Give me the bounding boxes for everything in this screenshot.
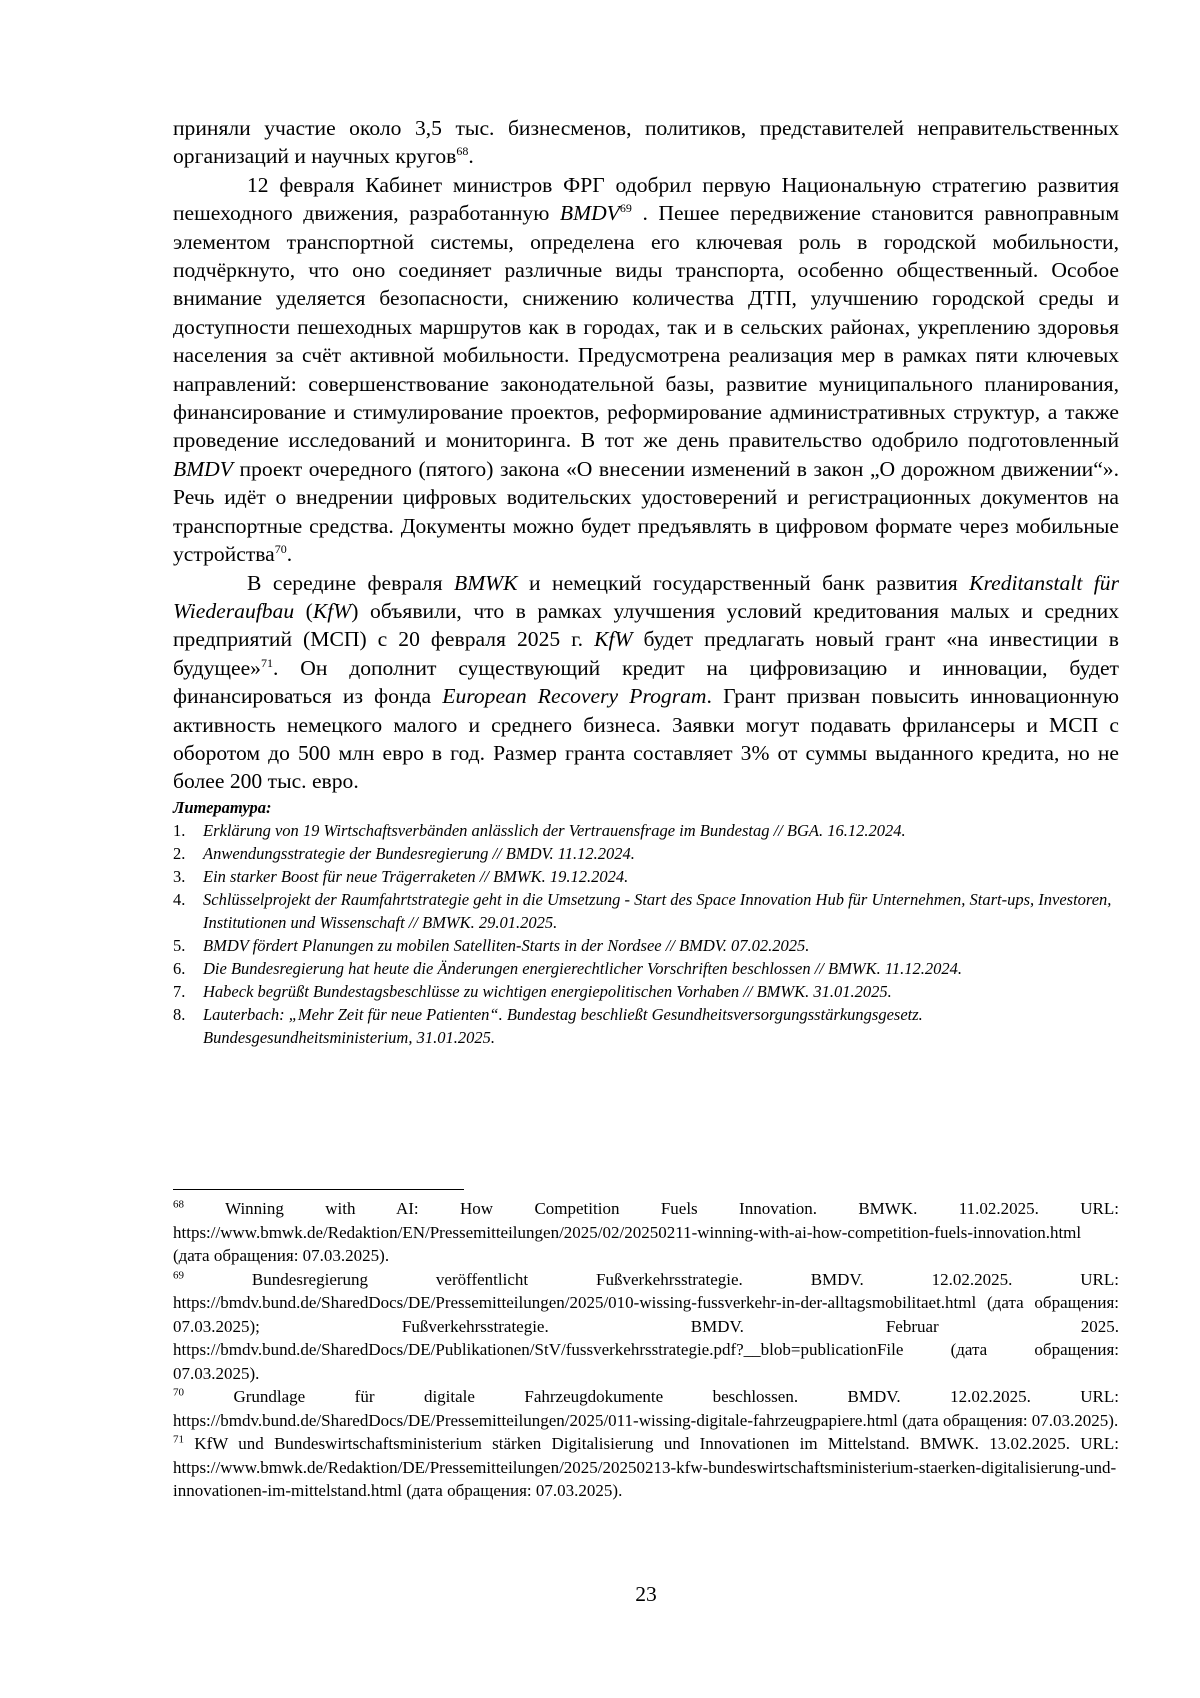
list-item: 5. BMDV fördert Planungen zu mobilen Satelliten-Starts in der Nordsee // BMDV. 07.02.2025. — [173, 935, 810, 955]
list-item: 1. Erklärung von 19 Wirtschaftsverbänden anlässlich der Vertrauensfrage im Bundestag // BGA. 16.12.2024. — [173, 820, 906, 840]
footnote-71: $^{71}$ KfW und Bundeswirtschaftsministerium stärken Digitalisierung und Innovationen im Mittelstand. BMWK. 13.02.2025. URL: https://www.bmwk.de/Redaktion/DE/Pressemitteilungen/2025/20250213-kfw-bundeswirtschaftsministerium-staerken-digitalisierung-und-innovationen-im-mittelstand.html (дата обращения: 07.03.2025). — [173, 1433, 1119, 1500]
list-item: 4. Schlüsselprojekt der Raumfahrtstrategie geht in die Umsetzung - Start des Space Innovation Hub für Unternehmen, Start-ups, Investoren, Institutionen und Wissenschaft // BMWK. 29.01.2025. — [173, 889, 1112, 932]
list-item: 2. Anwendungsstrategie der Bundesregierung // BMDV. 11.12.2024. — [173, 843, 635, 863]
list-item: 3. Ein starker Boost für neue Trägerraketen // BMWK. 19.12.2024. — [173, 866, 629, 886]
literature-list — [173, 819, 1119, 1049]
footnote-ref-70[interactable]: 70 — [274, 541, 287, 556]
main-text — [173, 114, 1119, 1049]
list-item: 6. Die Bundesregierung hat heute die Änderungen energierechtlicher Vorschriften beschlossen // BMWK. 11.12.2024. — [173, 958, 962, 978]
footnote-69: $^{69}$ Bundesregierung veröffentlicht Fußverkehrsstrategie. BMDV. 12.02.2025. URL: https://bmdv.bund.de/SharedDocs/DE/Pressemitteilungen/2025/010-wissing-fussverkehr-in-der-alltagsmobilitaet.html (дата обращения: 07.03.2025); Fußverkehrsstrategie. BMDV. Februar 2025. https://bmdv.bund.de/SharedDocs/DE/Publikationen/StV/fussverkehrsstrategie.pdf?__blob=publicationFile (дата обращения: 07.03.2025). — [173, 1268, 1119, 1383]
list-item: 7. Habeck begrüßt Bundestagsbeschlüsse zu wichtigen energiepolitischen Vorhaben // BMWK. 31.01.2025. — [173, 981, 892, 1001]
paragraph-2: 12 февраля Кабинет министров ФРГ одобрил первую Национальную стратегию развития пешеходного движения, разработанную BMDV$^{69}$ . Пешее передвижение становится равноправным элементом транспортной системы, определена его ключевая роль в городской мобильности, подчёркнуто, что оно соединяет различные виды транспорта, особенно общественный. Особое внимание уделяется безопасности, снижению количества ДТП, улучшению городской среды и доступности пешеходных маршрутов как в городах, так и в сельских районах, укреплению здоровья населения за счёт активной мобильности. Предусмотрена реализация мер в рамках пяти ключевых направлений: совершенствование законодательной базы, развитие муниципального планирования, финансирование и стимулирование проектов, реформирование административных структур, а также проведение исследований и мониторинга. В тот же день правительство одобрило подготовленный BMDV проект очередного (пятого) закона «О внесении изменений в закон „О дорожном движении“». Речь идёт о внедрении цифровых водительских удостоверений и регистрационных документов на транспортные средства. Документы можно будет предъявлять в цифровом формате через мобильные устройства$^{70}$. — [173, 172, 1119, 567]
paragraph-3: В середине февраля BMWK и немецкий государственный банк развития Kreditanstalt für Wiederaufbau (KfW) объявили, что в рамках улучшения условий кредитования малых и средних предприятий (МСП) с 20 февраля 2025 г. KfW будет предлагать новый грант «на инвестиции в будущее»$^{71}$. Он дополнит существующий кредит на цифровизацию и инновации, будет финансироваться из фонда European Recovery Program. Грант призван повысить инновационную активность немецкого малого и среднего бизнеса. Заявки могут подавать фрилансеры и МСП с оборотом до 500 млн евро в год. Размер гранта составляет 3% от суммы выданного кредита, но не более 200 тыс. евро. — [173, 570, 1119, 794]
footnote-ref-69[interactable]: 69 — [619, 201, 632, 216]
footnote-ref-71[interactable]: 71 — [260, 655, 273, 670]
footnote-70: $^{70}$ Grundlage für digitale Fahrzeugdokumente beschlossen. BMDV. 12.02.2025. URL: https://bmdv.bund.de/SharedDocs/DE/Pressemitteilungen/2025/011-wissing-digitale-fahrzeugpapiere.html (дата обращения: 07.03.2025). — [173, 1386, 1119, 1430]
page-number: 23 — [635, 1582, 657, 1606]
literature-heading: Литература: — [173, 797, 272, 817]
footnotes — [173, 1197, 1119, 1503]
footnote-ref-68[interactable]: 68 — [456, 144, 469, 159]
footnote-68: $^{68}$ Winning with AI: How Competition Fuels Innovation. BMWK. 11.02.2025. URL: https://www.bmwk.de/Redaktion/EN/Pressemitteilungen/2025/02/20250211-winning-with-ai-how-competition-fuels-innovation.html (дата обращения: 07.03.2025). — [173, 1198, 1119, 1265]
footnote-divider — [173, 1189, 464, 1190]
paragraph-1: приняли участие около 3,5 тыс. бизнесменов, политиков, представителей неправительственных организаций и научных кругов$^{68}$. — [173, 116, 1119, 169]
list-item: 8. Lauterbach: „Mehr Zeit für neue Patienten“. Bundestag beschließt Gesundheitsversorgungsstärkungsgesetz. Bundesgesundheitsministerium, 31.01.2025. — [173, 1004, 923, 1047]
